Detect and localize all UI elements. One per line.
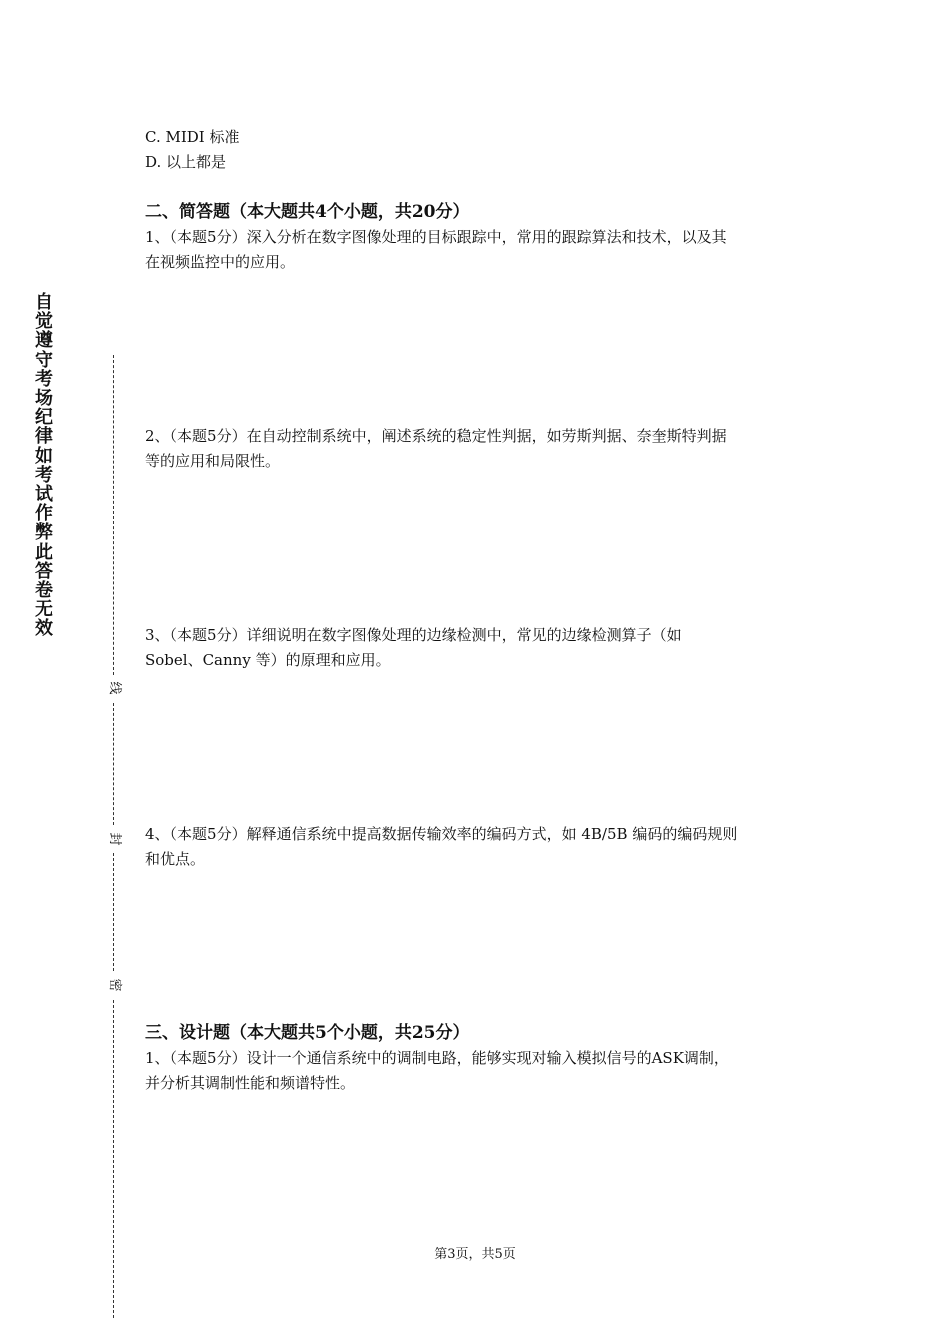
section2-q3-line1: 3、（本题5分）详细说明在数字图像处理的边缘检测中，常见的边缘检测算子（如 <box>145 626 682 644</box>
option-c: C. MIDI 标准 <box>145 128 240 146</box>
section2-q4-line2: 和优点。 <box>145 850 206 868</box>
section3-q1-line2: 并分析其调制性能和频谱特性。 <box>145 1074 356 1092</box>
section3-q1-line1: 1、（本题5分）设计一个通信系统中的调制电路，能够实现对输入模拟信号的ASK调制， <box>145 1049 729 1067</box>
binding-label-feng: 封 <box>107 832 122 846</box>
section2-q1-line2: 在视频监控中的应用。 <box>145 253 296 271</box>
section3-heading: 三、设计题（本大题共5个小题，共25分） <box>145 1023 470 1043</box>
section2-q2-line2: 等的应用和局限性。 <box>145 452 281 470</box>
section2-q4-line1: 4、（本题5分）解释通信系统中提高数据传输效率的编码方式，如 4B/5B 编码的编码规则 <box>145 825 738 843</box>
binding-dashed-line-middle <box>113 703 114 825</box>
section2-heading: 二、简答题（本大题共4个小题，共20分） <box>145 202 470 222</box>
section2-q2-line1: 2、（本题5分）在自动控制系统中，阐述系统的稳定性判据，如劳斯判据、奈奎斯特判据 <box>145 427 727 445</box>
binding-label-mi: 密 <box>107 978 122 992</box>
exam-discipline-warning: 自觉遵守考场纪律如考试作弊此答卷无效 <box>35 292 53 640</box>
binding-dashed-line-bottom <box>113 1000 114 1318</box>
section2-q1-line1: 1、（本题5分）深入分析在数字图像处理的目标跟踪中，常用的跟踪算法和技术，以及其 <box>145 228 727 246</box>
page-footer: 第3页，共5页 <box>434 1247 516 1262</box>
option-d: D. 以上都是 <box>145 153 227 171</box>
binding-dashed-line-top <box>113 355 114 675</box>
binding-dashed-line-lower <box>113 853 114 971</box>
section2-q3-line2: Sobel、Canny 等）的原理和应用。 <box>145 651 391 669</box>
binding-label-xian: 线 <box>107 681 122 695</box>
